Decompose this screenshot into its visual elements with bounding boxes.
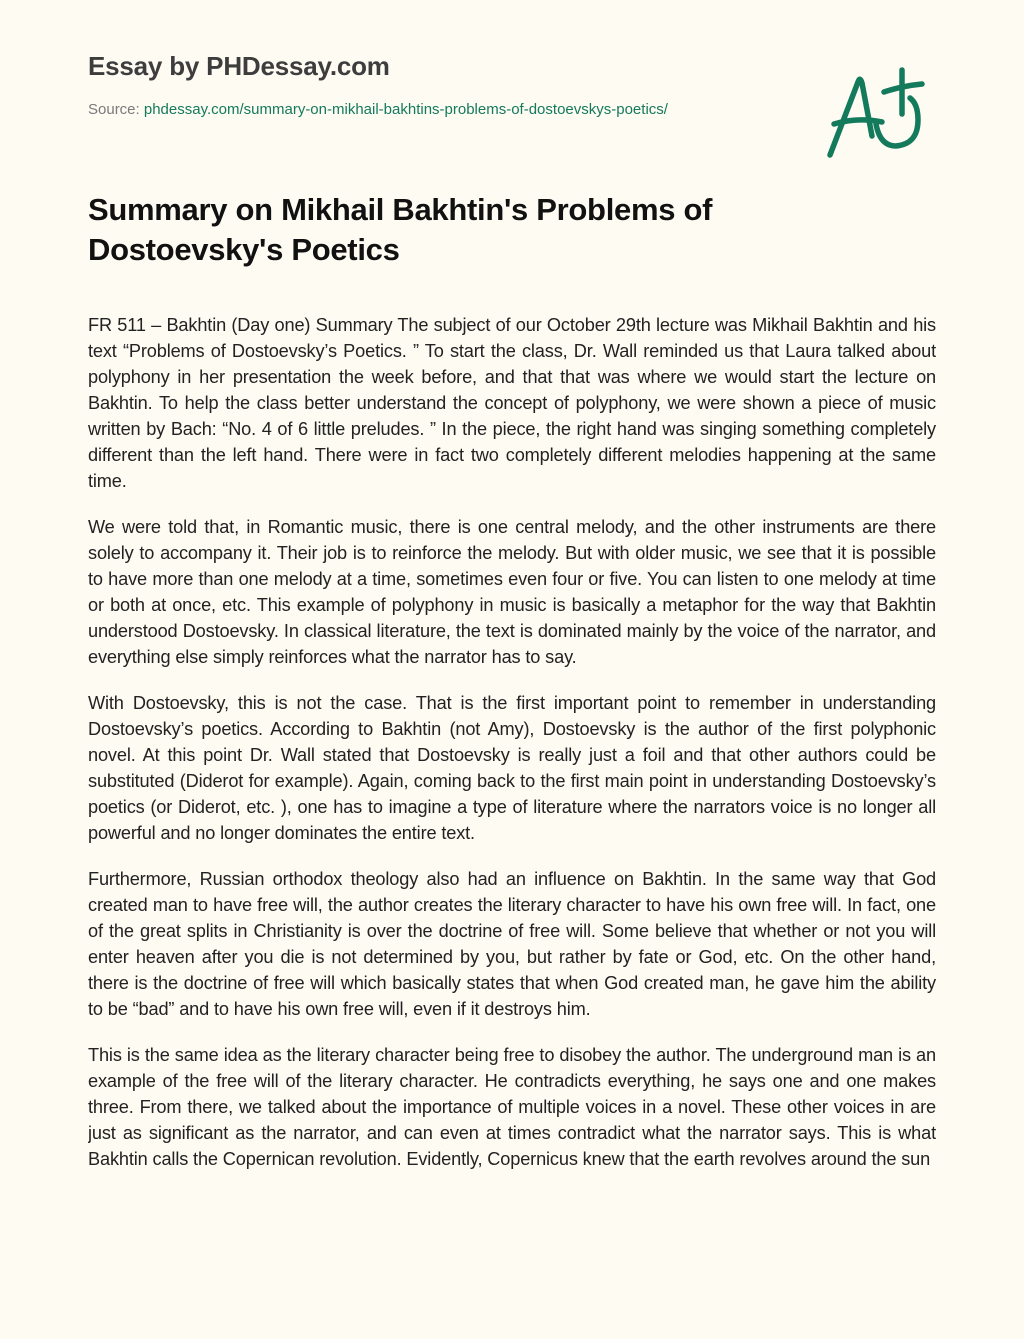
source-link[interactable]: phdessay.com/summary-on-mikhail-bakhtins-problems-of-dostoevskys-poetics/ (143, 101, 668, 118)
page-title: Summary on Mikhail Bakhtin's Problems of Dostoevsky's Poetics (88, 192, 713, 267)
site-brand: Essay by PHDessay.com (88, 51, 390, 81)
article-body (88, 312, 936, 1290)
site-header (88, 48, 788, 120)
article-paragraph: FR 511 – Bakhtin (Day one) Summary The subject of our October 29th lecture was Mikhail Bakhtin and his text “Problems of Dostoevsky’s Poetics. ” To start the class, Dr. Wall reminded us that Laura talked about polyphony in her presentation the week before, and that that was where we would start the lecture on Bakhtin. To help the class better understand the concept of polyphony, we were shown a piece of music written by Bach: “No. 4 of 6 little preludes. ” In the piece, the right hand was singing something completely different than the left hand. There were in fact two completely different melodies happening at the same time. (88, 315, 936, 491)
a-plus-grade-icon (820, 62, 930, 162)
article-paragraph: This is the same idea as the literary character being free to disobey the author. The underground man is an example of the free will of the literary character. He contradicts everything, he says one and one makes three. From there, we talked about the importance of multiple voices in a novel. These other voices in are just as significant as the narrator, and can even at times contradict what the narrator says. This is what Bakhtin calls the Copernican revolution. Evidently, Copernicus knew that the earth revolves around the sun (88, 1045, 936, 1169)
article-paragraph: With Dostoevsky, this is not the case. That is the first important point to remember in understanding Dostoevsky’s poetics. According to Bakhtin (not Amy), Dostoevsky is the author of the first polyphonic novel. At this point Dr. Wall stated that Dostoevsky is really just a foil and that other authors could be substituted (Diderot for example). Again, coming back to the first main point in understanding Dostoevsky’s poetics (or Diderot, etc. ), one has to imagine a type of literature where the narrators voice is no longer all powerful and no longer dominates the entire text. (88, 693, 936, 843)
article-paragraph: We were told that, in Romantic music, there is one central melody, and the other instruments are there solely to accompany it. Their job is to reinforce the melody. But with older music, we see that it is possible to have more than one melody at a time, sometimes even four or five. You can listen to one melody at time or both at once, etc. This example of polyphony in music is basically a metaphor for the way that Bakhtin understood Dostoevsky. In classical literature, the text is dominated mainly by the voice of the narrator, and everything else simply reinforces what the narrator has to say. (88, 517, 936, 667)
source-label: Source: (88, 101, 144, 118)
article-paragraph: Furthermore, Russian orthodox theology also had an influence on Bakhtin. In the same way that God created man to have free will, the author creates the literary character to have his own free will. In fact, one of the great splits in Christianity is over the doctrine of free will. Some believe that whether or not you will enter heaven after you die is not determined by you, but rather by fate or God, etc. On the other hand, there is the doctrine of free will which basically states that when God created man, he gave him the ability to be “bad” and to have his own free will, even if it destroys him. (88, 869, 936, 1019)
source-line (88, 100, 788, 120)
